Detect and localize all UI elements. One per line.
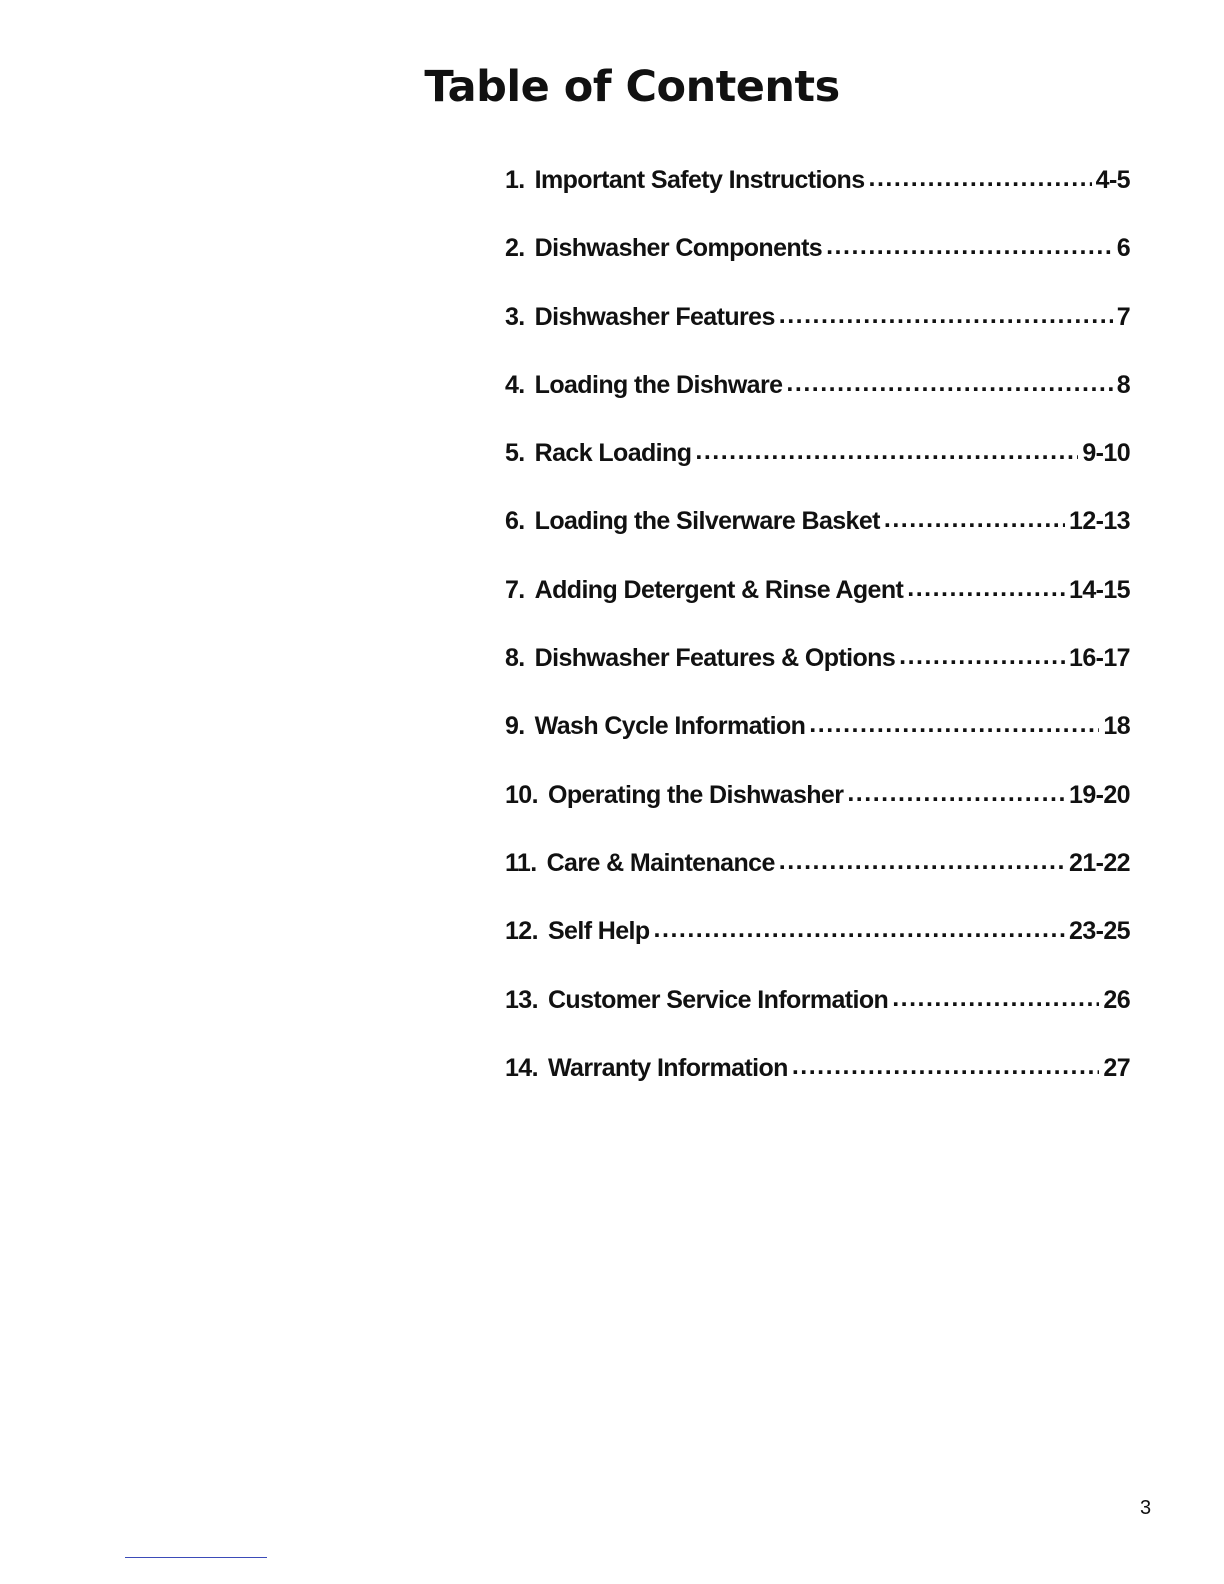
toc-entry[interactable]	[505, 166, 1130, 234]
entry-title: Operating the Dishwasher	[547, 780, 844, 809]
toc-entry[interactable]	[505, 234, 1130, 302]
dot-leader	[792, 1052, 1100, 1081]
entry-page: 12-13	[1069, 507, 1130, 536]
toc-entry[interactable]	[505, 576, 1130, 644]
entry-number: 14.	[505, 1053, 538, 1082]
dot-leader	[869, 164, 1092, 193]
entry-title: Wash Cycle Information	[534, 712, 806, 741]
entry-number: 6.	[505, 507, 525, 536]
entry-title: Dishwasher Features	[534, 302, 775, 331]
entry-number: 3.	[505, 302, 525, 331]
toc-entry[interactable]	[505, 712, 1130, 780]
entry-page: 4-5	[1095, 166, 1130, 194]
entry-title: Dishwasher Components	[534, 234, 823, 263]
toc-entry[interactable]	[505, 507, 1130, 575]
entry-number: 1.	[505, 166, 525, 194]
toc-entry[interactable]	[505, 1054, 1130, 1122]
entry-page: 27	[1103, 1053, 1130, 1082]
entry-number: 7.	[505, 575, 525, 604]
entry-page: 7	[1116, 302, 1130, 331]
entry-title: Rack Loading	[534, 439, 692, 468]
entry-number: 11.	[505, 848, 537, 877]
dot-leader	[892, 984, 1099, 1013]
dot-leader	[809, 710, 1099, 739]
toc-entry[interactable]	[505, 303, 1130, 371]
entry-page: 9-10	[1082, 439, 1130, 468]
entry-page: 18	[1103, 712, 1130, 741]
entry-page: 23-25	[1069, 917, 1130, 946]
entry-page: 26	[1103, 985, 1130, 1014]
entry-title: Loading the Silverware Basket	[534, 507, 880, 536]
entry-number: 8.	[505, 644, 525, 673]
entry-number: 4.	[505, 370, 525, 399]
toc-entry[interactable]	[505, 371, 1130, 439]
entry-page: 16-17	[1069, 644, 1130, 673]
dot-leader	[907, 574, 1065, 603]
entry-title: Customer Service Information	[547, 985, 889, 1014]
entry-page: 19-20	[1069, 780, 1130, 809]
dot-leader	[654, 915, 1066, 944]
toc-entry[interactable]	[505, 439, 1130, 507]
dot-leader	[847, 779, 1065, 808]
entry-number: 9.	[505, 712, 525, 741]
entry-number: 10.	[505, 780, 538, 809]
entry-number: 12.	[505, 917, 538, 946]
page-number: 3	[1140, 1497, 1152, 1519]
dot-leader	[779, 301, 1113, 330]
entry-title: Warranty Information	[547, 1053, 788, 1082]
entry-title: Dishwasher Features & Options	[534, 644, 896, 673]
entry-title: Important Safety Instructions	[534, 166, 865, 194]
entry-title: Care & Maintenance	[546, 848, 775, 877]
table-of-contents	[505, 166, 1130, 1122]
toc-entry[interactable]	[505, 781, 1130, 849]
dot-leader	[826, 232, 1113, 261]
dot-leader	[779, 847, 1065, 876]
entry-number: 2.	[505, 234, 525, 263]
entry-title: Adding Detergent & Rinse Agent	[534, 575, 904, 604]
toc-entry[interactable]	[505, 849, 1130, 917]
footer-rule	[125, 1557, 267, 1558]
dot-leader	[899, 642, 1065, 671]
entry-number: 5.	[505, 439, 525, 468]
entry-title: Loading the Dishware	[534, 370, 783, 399]
entry-page: 14-15	[1069, 575, 1130, 604]
toc-entry[interactable]	[505, 917, 1130, 985]
entry-page: 8	[1116, 370, 1130, 399]
entry-title: Self Help	[547, 917, 650, 946]
dot-leader	[695, 437, 1078, 466]
entry-page: 21-22	[1069, 848, 1130, 877]
entry-page: 6	[1116, 234, 1130, 263]
dot-leader	[884, 505, 1065, 534]
toc-entry[interactable]	[505, 644, 1130, 712]
dot-leader	[786, 369, 1112, 398]
toc-entry[interactable]	[505, 986, 1130, 1054]
entry-number: 13.	[505, 985, 538, 1014]
page-title: Table of Contents	[424, 62, 840, 112]
